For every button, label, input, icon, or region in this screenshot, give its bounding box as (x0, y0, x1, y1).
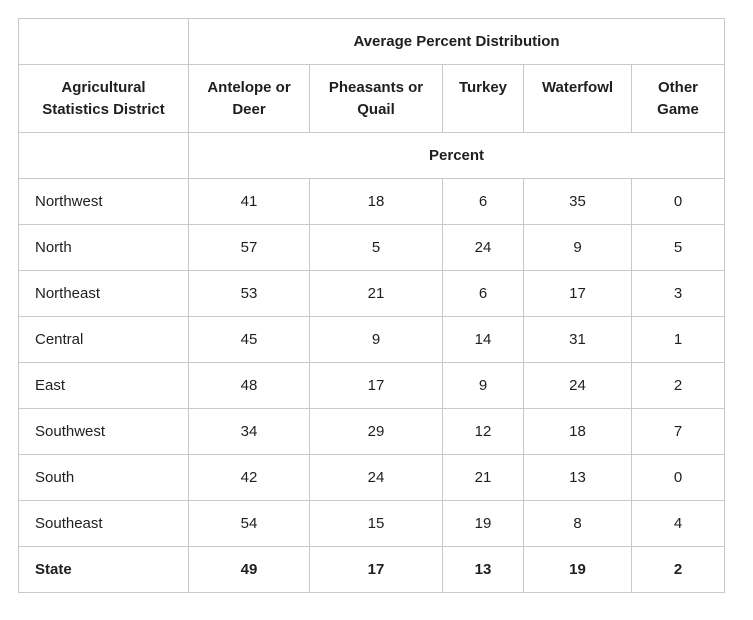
district-cell: Southeast (19, 501, 189, 547)
district-header (19, 65, 189, 133)
value-cell-waterfowl: 31 (524, 317, 632, 363)
column-header-line1: Turkey (458, 79, 508, 96)
district-cell: Northwest (19, 179, 189, 225)
value-cell-other-game: 0 (632, 455, 725, 501)
district-cell: Central (19, 317, 189, 363)
value-cell-waterfowl: 8 (524, 501, 632, 547)
value-cell-antelope-deer: 34 (189, 409, 310, 455)
value-cell-other-game: 4 (632, 501, 725, 547)
value-cell-antelope-deer: 42 (189, 455, 310, 501)
value-cell-pheasants-quail: 15 (310, 501, 443, 547)
district-cell: Northeast (19, 271, 189, 317)
column-header-row (19, 65, 725, 133)
table-row (19, 363, 725, 409)
value-cell-pheasants-quail: 9 (310, 317, 443, 363)
value-cell-other-game: 2 (632, 363, 725, 409)
table-row (19, 317, 725, 363)
value-cell-pheasants-quail: 5 (310, 225, 443, 271)
column-header-line2: Game (657, 101, 699, 118)
value-cell-antelope-deer: 49 (189, 547, 310, 593)
value-cell-pheasants-quail: 17 (310, 363, 443, 409)
total-row (19, 547, 725, 593)
value-cell-antelope-deer: 41 (189, 179, 310, 225)
value-cell-other-game: 0 (632, 179, 725, 225)
value-cell-other-game: 2 (632, 547, 725, 593)
value-cell-pheasants-quail: 24 (310, 455, 443, 501)
value-cell-turkey: 9 (443, 363, 524, 409)
table-row (19, 455, 725, 501)
empty-unit-cell (19, 133, 189, 179)
value-cell-turkey: 14 (443, 317, 524, 363)
column-header-line1: Antelope or (207, 79, 291, 96)
group-header: Average Percent Distribution (189, 19, 725, 65)
column-header-line1: Other (658, 79, 699, 96)
value-cell-waterfowl: 13 (524, 455, 632, 501)
value-cell-waterfowl: 24 (524, 363, 632, 409)
district-header-line1: Agricultural (61, 79, 146, 96)
value-cell-pheasants-quail: 21 (310, 271, 443, 317)
table-row (19, 225, 725, 271)
district-cell: East (19, 363, 189, 409)
value-cell-waterfowl: 18 (524, 409, 632, 455)
value-cell-turkey: 21 (443, 455, 524, 501)
value-cell-waterfowl: 17 (524, 271, 632, 317)
column-header-waterfowl (524, 65, 632, 133)
table-row (19, 271, 725, 317)
value-cell-pheasants-quail: 29 (310, 409, 443, 455)
column-header-line1: Waterfowl (541, 79, 614, 96)
table-row (19, 501, 725, 547)
group-header-row (19, 19, 725, 65)
value-cell-pheasants-quail: 18 (310, 179, 443, 225)
column-header-line2: Deer (232, 101, 266, 118)
district-cell: North (19, 225, 189, 271)
value-cell-antelope-deer: 53 (189, 271, 310, 317)
value-cell-antelope-deer: 48 (189, 363, 310, 409)
district-cell: State (19, 547, 189, 593)
column-header-other-game (632, 65, 725, 133)
value-cell-antelope-deer: 45 (189, 317, 310, 363)
value-cell-other-game: 3 (632, 271, 725, 317)
table-row (19, 179, 725, 225)
value-cell-pheasants-quail: 17 (310, 547, 443, 593)
district-cell: Southwest (19, 409, 189, 455)
value-cell-turkey: 13 (443, 547, 524, 593)
unit-label: Percent (189, 133, 725, 179)
game-distribution-table (18, 18, 725, 593)
column-header-antelope-deer (189, 65, 310, 133)
column-header-line1: Pheasants or (328, 79, 424, 96)
column-header-turkey (443, 65, 524, 133)
value-cell-antelope-deer: 57 (189, 225, 310, 271)
value-cell-other-game: 1 (632, 317, 725, 363)
value-cell-other-game: 5 (632, 225, 725, 271)
value-cell-turkey: 24 (443, 225, 524, 271)
district-header-line2: Statistics District (42, 101, 165, 118)
table-row (19, 409, 725, 455)
column-header-pheasants-quail (310, 65, 443, 133)
empty-corner-cell (19, 19, 189, 65)
value-cell-waterfowl: 35 (524, 179, 632, 225)
value-cell-waterfowl: 9 (524, 225, 632, 271)
value-cell-antelope-deer: 54 (189, 501, 310, 547)
column-header-line2: Quail (357, 101, 395, 118)
value-cell-waterfowl: 19 (524, 547, 632, 593)
district-cell: South (19, 455, 189, 501)
value-cell-other-game: 7 (632, 409, 725, 455)
value-cell-turkey: 12 (443, 409, 524, 455)
unit-row (19, 133, 725, 179)
data-rows (19, 179, 725, 593)
value-cell-turkey: 6 (443, 271, 524, 317)
value-cell-turkey: 6 (443, 179, 524, 225)
value-cell-turkey: 19 (443, 501, 524, 547)
